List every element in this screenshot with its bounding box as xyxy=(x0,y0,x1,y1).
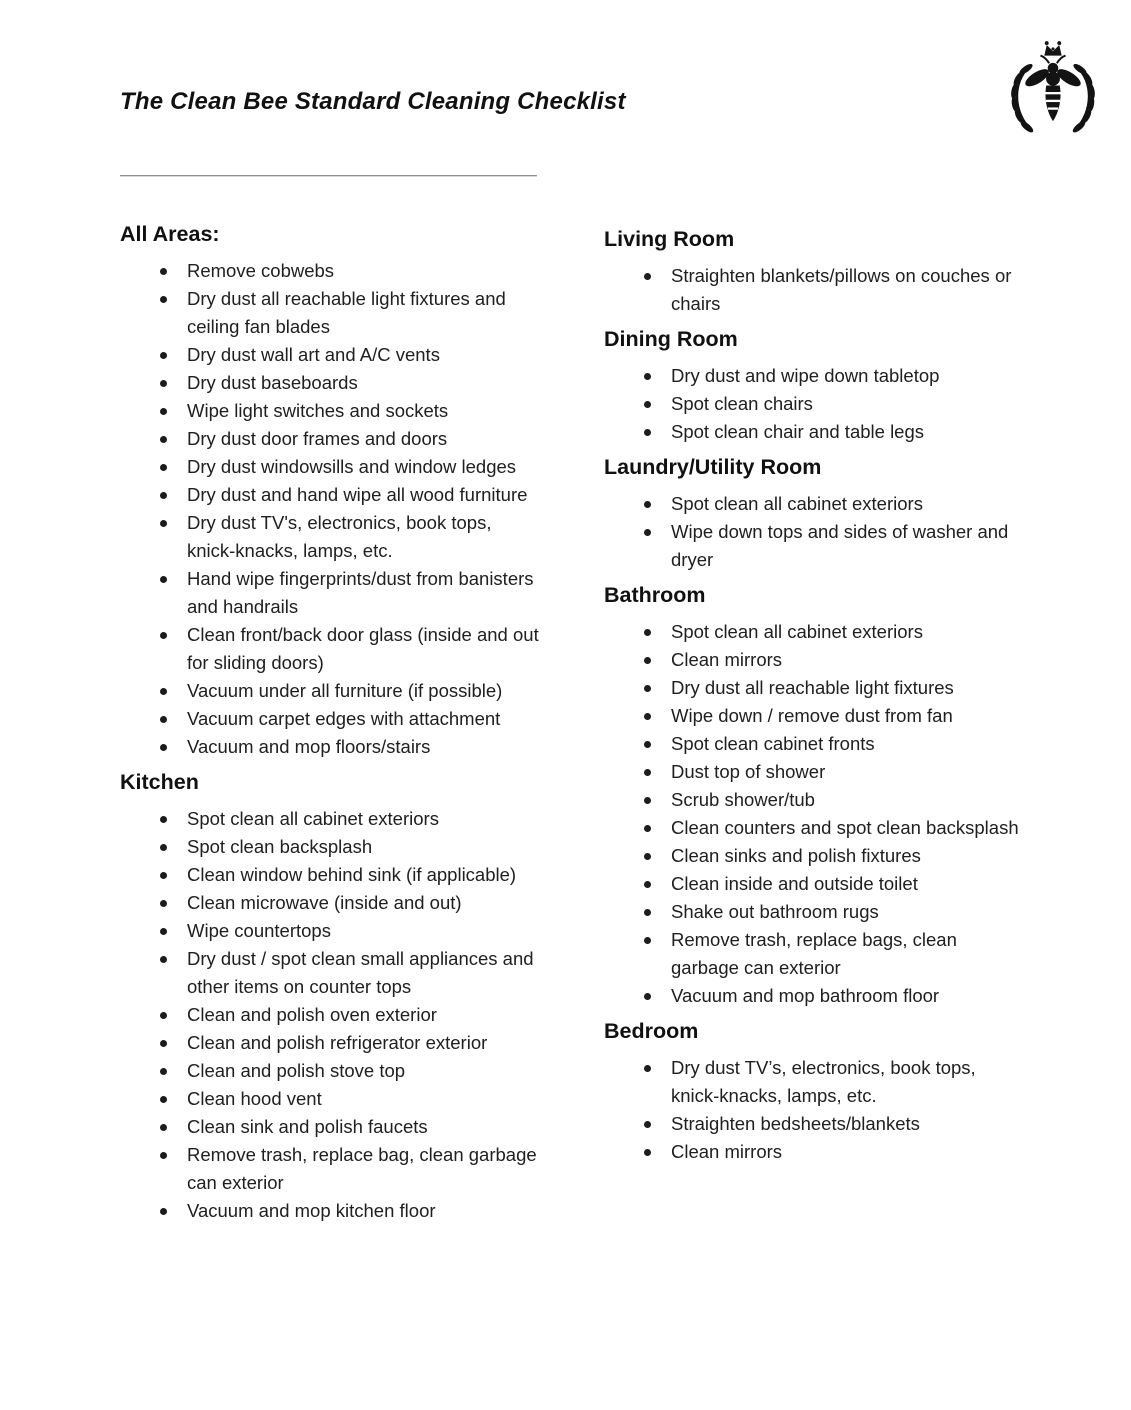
checklist-item: Clean hood vent xyxy=(120,1085,539,1113)
section-heading: Dining Room xyxy=(604,327,738,351)
section-item-list xyxy=(604,618,1020,1010)
checklist-item: Clean and polish refrigerator exterior xyxy=(120,1029,539,1057)
checklist-item: Dry dust wall art and A/C vents xyxy=(120,341,539,369)
checklist-item: Spot clean all cabinet exteriors xyxy=(604,618,1020,646)
page-title: The Clean Bee Standard Cleaning Checklist xyxy=(120,88,626,115)
section-item-list xyxy=(604,262,1020,318)
section-item-list xyxy=(604,362,1020,446)
checklist-item: Remove trash, replace bags, clean garbage can exterior xyxy=(604,926,1020,982)
checklist-item: Dust top of shower xyxy=(604,758,1020,786)
title-divider xyxy=(120,175,537,177)
checklist-item: Dry dust door frames and doors xyxy=(120,425,539,453)
checklist-item: Clean and polish oven exterior xyxy=(120,1001,539,1029)
checklist-item: Clean counters and spot clean backsplash xyxy=(604,814,1020,842)
section-item-list xyxy=(120,805,539,1225)
crown-icon xyxy=(1044,41,1061,55)
checklist-item: Wipe down / remove dust from fan xyxy=(604,702,1020,730)
checklist-item: Wipe light switches and sockets xyxy=(120,397,539,425)
checklist-item: Dry dust all reachable light fixtures and ceiling fan blades xyxy=(120,285,539,341)
checklist-item: Spot clean all cabinet exteriors xyxy=(604,490,1020,518)
checklist-item: Clean and polish stove top xyxy=(120,1057,539,1085)
laurel-right-icon xyxy=(1071,62,1096,134)
checklist-item: Spot clean cabinet fronts xyxy=(604,730,1020,758)
checklist-item: Vacuum under all furniture (if possible) xyxy=(120,677,539,705)
checklist-item: Clean mirrors xyxy=(604,646,1020,674)
checklist-item: Clean microwave (inside and out) xyxy=(120,889,539,917)
section-heading: Living Room xyxy=(604,227,735,251)
checklist-item: Dry dust all reachable light fixtures xyxy=(604,674,1020,702)
clean-bee-logo-icon xyxy=(1000,36,1106,160)
section-item-list xyxy=(120,257,539,761)
checklist-item: Clean inside and outside toilet xyxy=(604,870,1020,898)
checklist-item: Wipe countertops xyxy=(120,917,539,945)
section-item-list xyxy=(604,1054,1020,1166)
checklist-item: Dry dust windowsills and window ledges xyxy=(120,453,539,481)
checklist-item: Dry dust and wipe down tabletop xyxy=(604,362,1020,390)
checklist-item: Spot clean chair and table legs xyxy=(604,418,1020,446)
checklist-item: Vacuum and mop kitchen floor xyxy=(120,1197,539,1225)
checklist-item: Spot clean chairs xyxy=(604,390,1020,418)
checklist-item: Remove cobwebs xyxy=(120,257,539,285)
checklist-item: Wipe down tops and sides of washer and dryer xyxy=(604,518,1020,574)
section-heading: All Areas: xyxy=(120,222,220,246)
checklist-item: Clean sinks and polish fixtures xyxy=(604,842,1020,870)
checklist-item: Hand wipe fingerprints/dust from banisters and handrails xyxy=(120,565,539,621)
checklist-item: Straighten blankets/pillows on couches or chairs xyxy=(604,262,1020,318)
checklist-item: Dry dust TV's, electronics, book tops, knick-knacks, lamps, etc. xyxy=(120,509,539,565)
section-heading: Laundry/Utility Room xyxy=(604,455,822,479)
left-column xyxy=(120,220,539,1225)
checklist-item: Vacuum and mop floors/stairs xyxy=(120,733,539,761)
checklist-item: Dry dust baseboards xyxy=(120,369,539,397)
checklist-item: Shake out bathroom rugs xyxy=(604,898,1020,926)
section-heading: Bedroom xyxy=(604,1019,699,1043)
checklist-item: Scrub shower/tub xyxy=(604,786,1020,814)
right-column xyxy=(604,220,1020,1166)
section-heading: Kitchen xyxy=(120,770,199,794)
checklist-item: Clean window behind sink (if applicable) xyxy=(120,861,539,889)
checklist-item: Vacuum and mop bathroom floor xyxy=(604,982,1020,1010)
checklist-item: Vacuum carpet edges with attachment xyxy=(120,705,539,733)
checklist-item: Remove trash, replace bag, clean garbage can exterior xyxy=(120,1141,539,1197)
checklist-item: Dry dust and hand wipe all wood furniture xyxy=(120,481,539,509)
checklist-item: Clean sink and polish faucets xyxy=(120,1113,539,1141)
checklist-item: Clean front/back door glass (inside and out for sliding doors) xyxy=(120,621,539,677)
laurel-left-icon xyxy=(1010,62,1035,134)
section-heading: Bathroom xyxy=(604,583,706,607)
checklist-item: Spot clean backsplash xyxy=(120,833,539,861)
checklist-item: Straighten bedsheets/blankets xyxy=(604,1110,1020,1138)
checklist-item: Dry dust / spot clean small appliances and other items on counter tops xyxy=(120,945,539,1001)
checklist-item: Clean mirrors xyxy=(604,1138,1020,1166)
section-item-list xyxy=(604,490,1020,574)
checklist-item: Dry dust TV’s, electronics, book tops, knick-knacks, lamps, etc. xyxy=(604,1054,1020,1110)
checklist-item: Spot clean all cabinet exteriors xyxy=(120,805,539,833)
checklist-columns xyxy=(120,220,1020,1225)
